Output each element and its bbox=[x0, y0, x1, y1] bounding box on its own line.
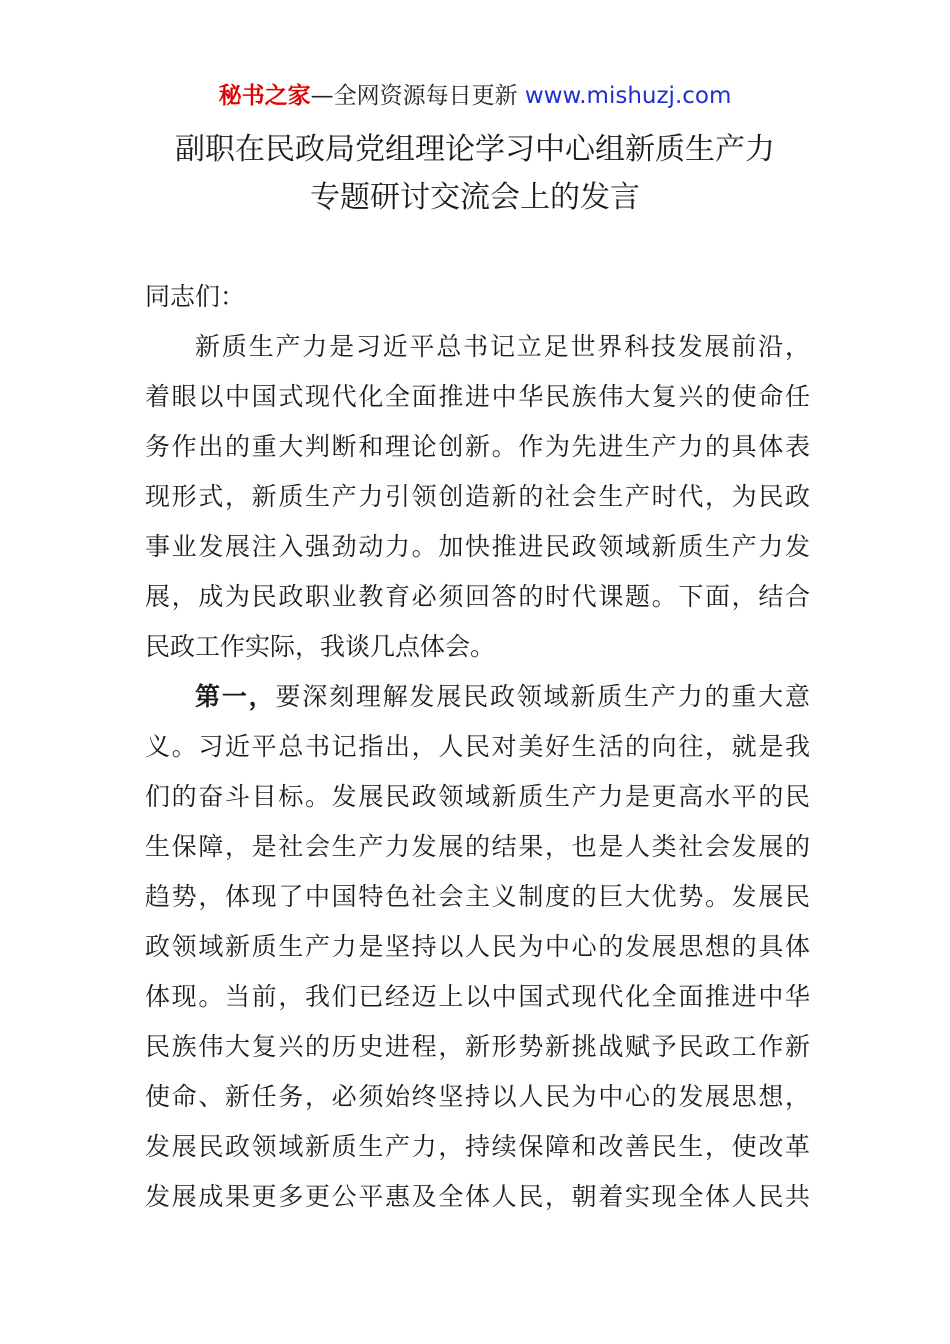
salutation-text: 同志们： bbox=[145, 282, 246, 311]
paragraph-line: 趋势，体现了中国特色社会主义制度的巨大优势。发展民 bbox=[145, 882, 810, 911]
paragraph-line: 事业发展注入强劲动力。加快推进民政领域新质生产力发 bbox=[145, 532, 810, 561]
paragraph-line: 体现。当前，我们已经迈上以中国式现代化全面推进中华 bbox=[145, 982, 810, 1011]
paragraph-2 bbox=[145, 672, 810, 1222]
site-url-link[interactable]: www.mishuzj.com bbox=[524, 83, 732, 109]
paragraph-line: 使命、新任务，必须始终坚持以人民为中心的发展思想， bbox=[145, 1082, 810, 1111]
paragraph-line: 发展民政领域新质生产力，持续保障和改善民生，使改革 bbox=[145, 1132, 810, 1161]
site-tagline: —全网资源每日更新 bbox=[310, 83, 525, 109]
paragraph-lead-rest: 要深刻理解发展民政领域新质生产力的重大意 bbox=[275, 682, 810, 711]
paragraph-1 bbox=[145, 322, 810, 672]
paragraph-line: 发展成果更多更公平惠及全体人民，朝着实现全体人民共 bbox=[145, 1182, 810, 1211]
brand-name: 秘书之家 bbox=[218, 83, 311, 109]
paragraph-line: 们的奋斗目标。发展民政领域新质生产力是更高水平的民 bbox=[145, 782, 810, 811]
paragraph-line: 义。习近平总书记指出，人民对美好生活的向往，就是我 bbox=[145, 732, 810, 761]
document-title-line-2: 专题研讨交流会上的发言 bbox=[310, 180, 640, 215]
paragraph-line: 展，成为民政职业教育必须回答的时代课题。下面，结合 bbox=[145, 582, 810, 611]
paragraph-line: 务作出的重大判断和理论创新。作为先进生产力的具体表 bbox=[145, 432, 810, 461]
paragraph-lead: 第一， bbox=[195, 682, 276, 711]
paragraph-line: 现形式，新质生产力引领创造新的社会生产时代，为民政 bbox=[145, 482, 810, 511]
paragraph-line: 着眼以中国式现代化全面推进中华民族伟大复兴的使命任 bbox=[145, 382, 810, 411]
paragraph-line: 民族伟大复兴的历史进程，新形势新挑战赋予民政工作新 bbox=[145, 1032, 810, 1061]
document-title-line-1: 副职在民政局党组理论学习中心组新质生产力 bbox=[175, 132, 775, 167]
paragraph-line: 民政工作实际，我谈几点体会。 bbox=[145, 632, 496, 661]
site-header bbox=[0, 80, 950, 112]
paragraph-line: 政领域新质生产力是坚持以人民为中心的发展思想的具体 bbox=[145, 932, 810, 961]
paragraph-line: 新质生产力是习近平总书记立足世界科技发展前沿， bbox=[195, 332, 810, 361]
paragraph-line bbox=[145, 672, 810, 722]
salutation bbox=[145, 272, 810, 322]
paragraph-line: 生保障，是社会生产力发展的结果，也是人类社会发展的 bbox=[145, 832, 810, 861]
